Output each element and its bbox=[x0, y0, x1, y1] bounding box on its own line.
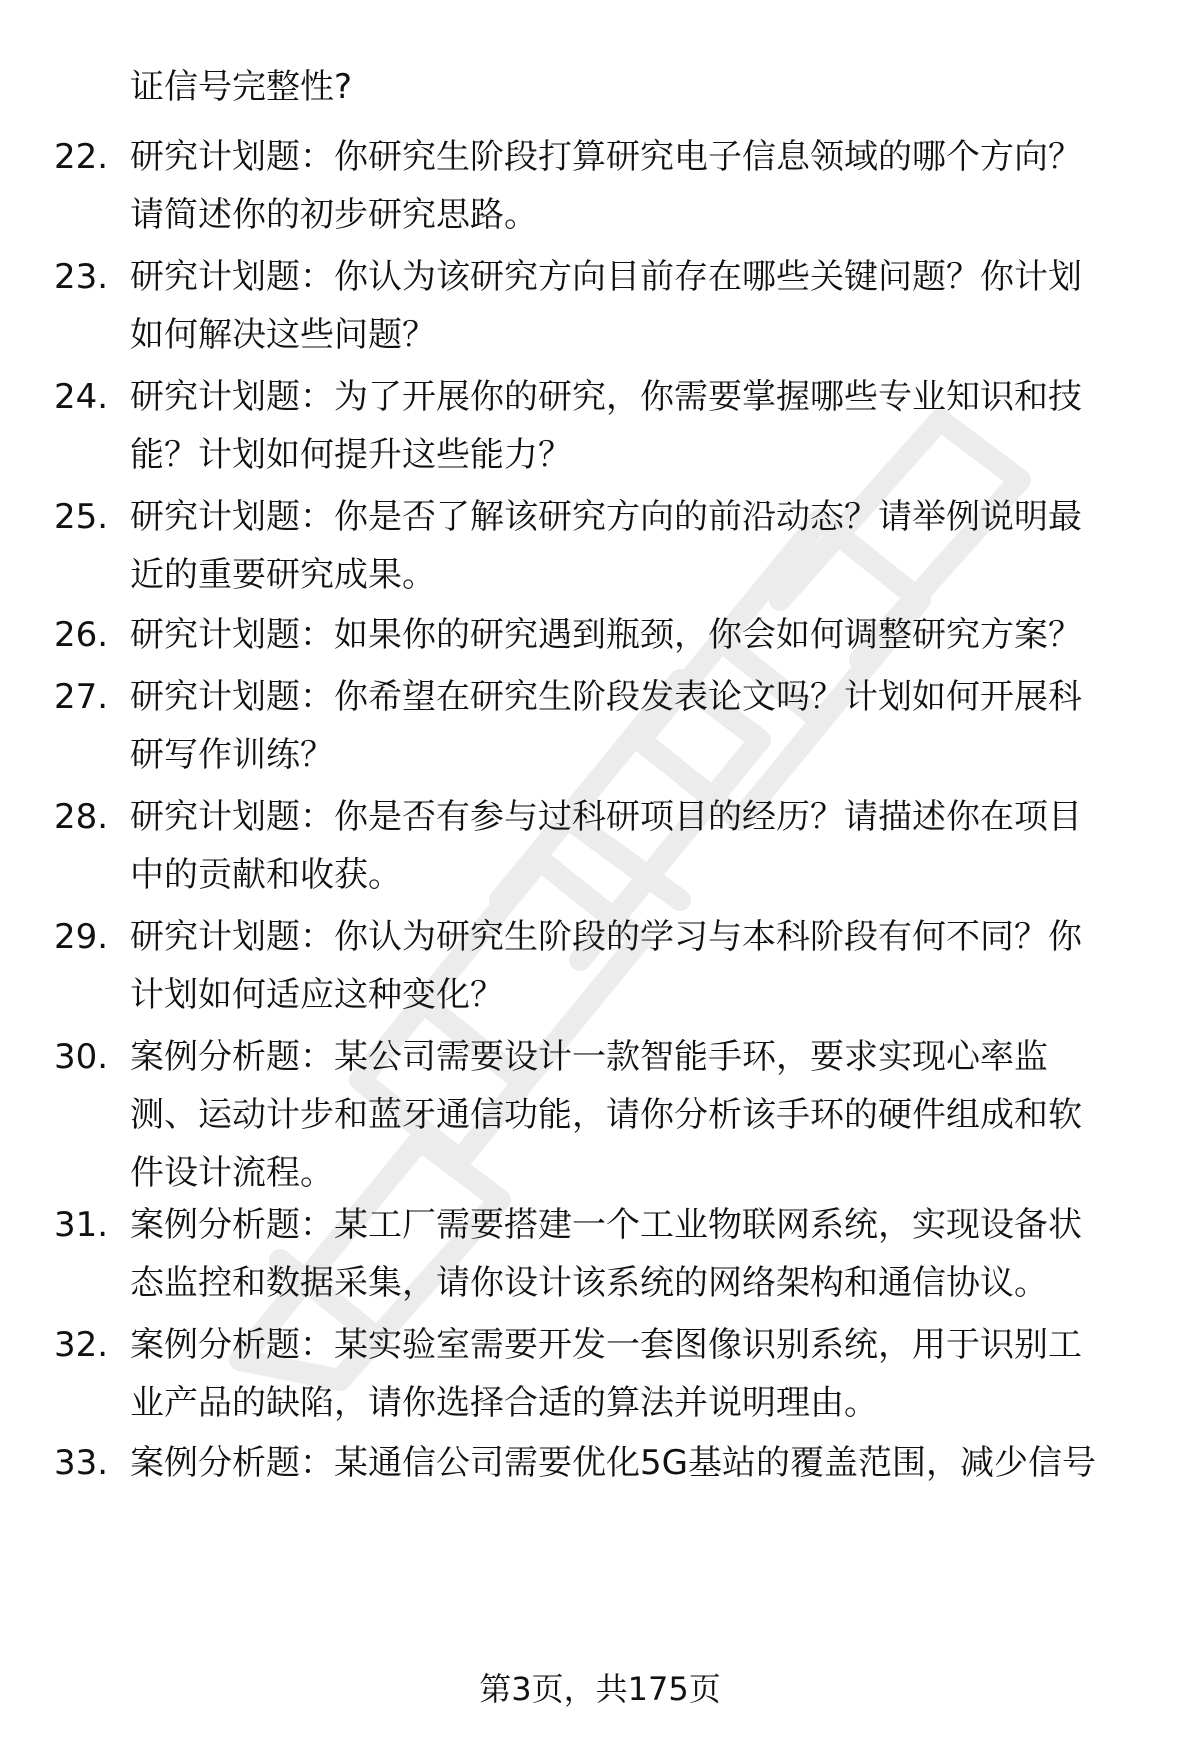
question-text-line: 计划如何适应这种变化？ bbox=[130, 975, 504, 1015]
question-text-line: 业产品的缺陷，请你选择合适的算法并说明理由。 bbox=[130, 1383, 878, 1423]
question-number: 25. bbox=[54, 497, 109, 537]
question-number: 22. bbox=[54, 137, 109, 177]
question-text-line: 态监控和数据采集，请你设计该系统的网络架构和通信协议。 bbox=[130, 1263, 1048, 1303]
question-text-line: 研究计划题：你认为该研究方向目前存在哪些关键问题？你计划 bbox=[130, 257, 1082, 297]
question-text-line: 研究计划题：你认为研究生阶段的学习与本科阶段有何不同？你 bbox=[130, 917, 1082, 957]
question-text-line: 研写作训练？ bbox=[130, 735, 334, 775]
question-text bbox=[130, 368, 1170, 484]
question-text-line: 中的贡献和收获。 bbox=[130, 855, 402, 895]
question-text bbox=[130, 668, 1170, 784]
question-text-line: 件设计流程。 bbox=[130, 1153, 334, 1193]
question-text-line: 如何解决这些问题？ bbox=[130, 315, 436, 355]
question-text bbox=[130, 1316, 1170, 1432]
question-text-line: 研究计划题：你是否有参与过科研项目的经历？请描述你在项目 bbox=[130, 797, 1082, 837]
question-number: 32. bbox=[54, 1325, 109, 1365]
question-text-line: 研究计划题：你是否了解该研究方向的前沿动态？请举例说明最 bbox=[130, 497, 1082, 537]
question-text-line: 请简述你的初步研究思路。 bbox=[130, 195, 538, 235]
question-text-line: 案例分析题：某工厂需要搭建一个工业物联网系统，实现设备状 bbox=[130, 1205, 1082, 1245]
continuation-line: 证信号完整性? bbox=[130, 67, 353, 107]
question-text-line: 案例分析题：某实验室需要开发一套图像识别系统，用于识别工 bbox=[130, 1325, 1082, 1365]
question-number: 31. bbox=[54, 1205, 109, 1245]
question-number: 27. bbox=[54, 677, 109, 717]
question-text bbox=[130, 908, 1170, 1024]
question-number: 24. bbox=[54, 377, 109, 417]
question-number: 28. bbox=[54, 797, 109, 837]
question-text bbox=[130, 128, 1170, 244]
question-text-line: 案例分析题：某通信公司需要优化5G基站的覆盖范围，减少信号 bbox=[130, 1443, 1096, 1483]
question-text-line: 测、运动计步和蓝牙通信功能，请你分析该手环的硬件组成和软 bbox=[130, 1095, 1082, 1135]
question-number: 33. bbox=[54, 1443, 109, 1483]
question-text-line: 研究计划题：你研究生阶段打算研究电子信息领域的哪个方向？ bbox=[130, 137, 1082, 177]
question-text-line: 研究计划题：如果你的研究遇到瓶颈，你会如何调整研究方案？ bbox=[130, 615, 1082, 655]
question-number: 26. bbox=[54, 615, 109, 655]
question-text bbox=[130, 1028, 1170, 1202]
question-text bbox=[130, 1196, 1170, 1312]
question-text-line: 研究计划题：你希望在研究生阶段发表论文吗？计划如何开展科 bbox=[130, 677, 1082, 717]
question-text bbox=[130, 606, 1170, 664]
question-text-line: 研究计划题：为了开展你的研究，你需要掌握哪些专业知识和技 bbox=[130, 377, 1082, 417]
question-text-line: 能？计划如何提升这些能力？ bbox=[130, 435, 572, 475]
question-number: 29. bbox=[54, 917, 109, 957]
question-number: 23. bbox=[54, 257, 109, 297]
question-text-line: 案例分析题：某公司需要设计一款智能手环，要求实现心率监 bbox=[130, 1037, 1048, 1077]
question-text bbox=[130, 248, 1170, 364]
page-footer: 第3页，共175页 bbox=[479, 1670, 721, 1708]
question-number: 30. bbox=[54, 1037, 109, 1077]
question-text bbox=[130, 788, 1170, 904]
question-text bbox=[130, 488, 1170, 604]
question-text bbox=[130, 1434, 1170, 1492]
question-text-line: 近的重要研究成果。 bbox=[130, 555, 436, 595]
